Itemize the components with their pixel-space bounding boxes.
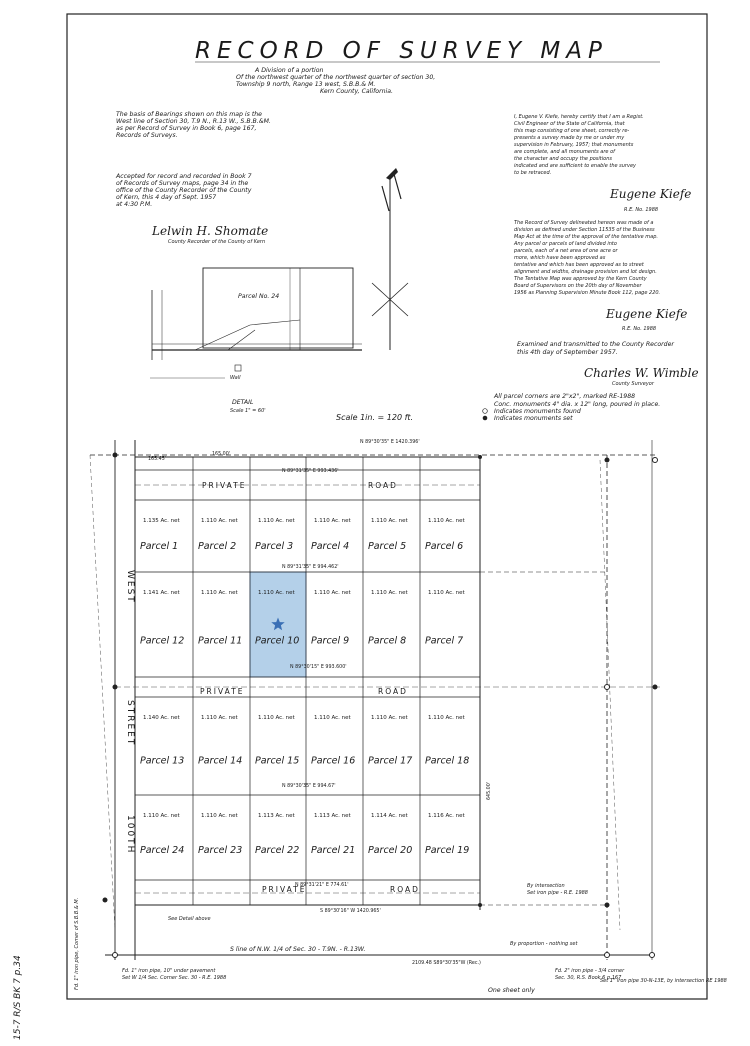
street-label: WEST [125,570,135,604]
parcel-label: Parcel 10 [255,635,300,647]
right-note: By proportion - nothing set [510,941,578,947]
parcel-acreage: 1.110 Ac. net [258,715,295,721]
note-line: this 4th day of September 1957. [517,349,618,356]
monument-set [478,455,482,459]
parcel-label: Parcel 19 [425,844,470,856]
road-label: ROAD [378,687,408,696]
approval-note [513,220,687,332]
parcel-label: Parcel 22 [255,844,300,856]
note-line: indicated and are sufficient to enable the survey [514,163,636,169]
note-line: Map Act at the time of the approval of the tentative map. [514,234,658,240]
monument-set [605,903,610,908]
engineer-certificate [513,114,691,213]
north-arrow-head [386,168,398,180]
parcel-acreage: 1.110 Ac. net [314,715,351,721]
bearing-label: N 89°31'35" E 994.462' [282,565,339,570]
parcel-acreage: 1.110 Ac. net [428,590,465,596]
bearing-label: 645.00' [487,781,492,800]
parcel-acreage: 1.110 Ac. net [428,518,465,524]
detail-wall-box [235,365,241,371]
parcel-acreage: 1.110 Ac. net [201,590,238,596]
detail-label: DETAIL [232,399,254,406]
monument-found-symbol [483,409,488,414]
subtitle-line: A Division of a portion [255,67,324,74]
parcel-label: Parcel 23 [198,844,243,856]
parcel-acreage: 1.110 Ac. net [428,715,465,721]
detail-wall-label: Wall [230,375,241,381]
left-note: Fd. 1" iron pipe, 10" under pavement [122,968,216,974]
note-line: The basis of Bearings shown on this map is the [116,111,262,118]
parcel-label: Parcel 5 [368,540,407,552]
parcel-label: Parcel 14 [198,755,243,767]
dash-connector [600,460,620,930]
note-line: as per Record of Survey in Book 6, page 167, [116,125,257,132]
note-line: I, Eugene V. Kiefe, hereby certify that I am a Regist. [514,114,644,120]
section-dim-label: 2109.48 S89°30'35"W (Rec.) [412,961,481,966]
note-line: Accepted for record and recorded in Book 7 [116,173,252,180]
parcel-acreage: 1.140 Ac. net [143,715,180,721]
bearing-label: N 89°31'35" E 993.436' [282,469,339,474]
detail-scale: Scale 1" = 60' [230,408,266,414]
parcel-acreage: 1.110 Ac. net [258,590,295,596]
approval-signature: Eugene Kiefe [606,307,688,321]
monument-found [650,953,655,958]
recorder-signature: Lelwin H. Shomate [152,224,269,238]
road-label: PRIVATE [262,885,307,894]
parcel-label: Parcel 12 [140,635,185,647]
note-line: parcels, each of a net area of one acre or [514,248,618,254]
monument-set [478,903,482,907]
parcel-acreage: 1.113 Ac. net [314,813,351,819]
note-line: 1956 as Planning Supervision Minute Book 112, page 220. [514,290,661,296]
subtitle-line: Kern County, California. [320,88,394,95]
surveyor-signature: Charles W. Wimble [584,366,699,380]
right-note: Fd. 2" iron pipe - 3/4 corner [555,968,625,974]
bearing-label: N 89°30'15" E 993.600' [290,665,347,670]
note-line: division as defined under Section 11535 of the Business [514,227,655,233]
monument-found [113,953,118,958]
monument-set-symbol [483,416,488,421]
parcel-acreage: 1.110 Ac. net [143,813,180,819]
engineer-signature: Eugene Kiefe [610,187,692,201]
road-label: PRIVATE [202,481,247,490]
right-note: Set iron pipe - R.E. 1988 [527,890,588,896]
left-note: Fd. 1" iron pipe, Comer of S.B.B.& M. [74,897,80,990]
basis-of-bearings-note [116,110,271,139]
bearing-label: N 89°30'35" E 1420.396' [360,440,420,445]
right-note: Sec. 30, R.S. Book 6 p.167 [555,975,622,981]
parcel-label: Parcel 11 [198,635,243,647]
note-line: The Tentative Map was approved by the Kern County [514,276,647,282]
road-label: PRIVATE [200,687,245,696]
left-note: Set W 1/4 Sec. Corner Sec. 30 - R.E. 1988 [122,975,227,981]
map-scale: Scale 1in. = 120 ft. [336,413,414,422]
parcel-acreage: 1.110 Ac. net [201,715,238,721]
parcel-label: Parcel 24 [140,844,185,856]
parcel-label: Parcel 2 [198,540,237,552]
monument-found [605,685,610,690]
parcel-label: Parcel 17 [368,755,413,767]
parcel-acreage: 1.114 Ac. net [371,813,408,819]
parcel-label: Parcel 18 [425,755,470,767]
note-line: the character and occupy the positions [514,156,612,162]
footer-note: One sheet only [488,987,535,994]
see-detail-label: See Detail above [168,916,211,922]
note-line: Examined and transmitted to the County Recorder [517,341,674,348]
bearing-label: N 89°31'21" E 774.61' [295,883,349,888]
note-line: more, which have been approved as [514,255,606,261]
note-line: of Kern, this 4 day of Sept. 1957 [116,194,217,201]
parcel-label: Parcel 7 [425,635,464,647]
subtitle-line: Of the northwest quarter of the northwest quarter of section 30, [236,74,436,81]
parcel-label: Parcel 13 [140,755,185,767]
parcel-label: Parcel 8 [368,635,407,647]
parcel-acreage: 1.110 Ac. net [371,518,408,524]
parcel-label: Parcel 15 [255,755,300,767]
legend-line: All parcel corners are 2"x2", marked RE-1988 [494,393,636,400]
parcel-acreage: 1.110 Ac. net [371,715,408,721]
note-line: The Record of Survey delineated hereon was made of a [514,220,654,226]
note-line: Any parcel or parcels of land divided into [514,241,617,247]
subtitle-line: Township 9 north, Range 13 west, S.B.B.& M. [236,81,376,88]
monument-found [653,458,658,463]
parcel-acreage: 1.110 Ac. net [371,590,408,596]
subtitle-block [236,66,435,95]
note-line: this map consisting of one sheet, correctly re- [514,128,630,134]
section-line-label: S line of N.W. 1/4 of Sec. 30 - T.9N. - R.13W. [230,946,366,953]
dash-connector [90,455,115,930]
legend-set: Indicates monuments set [494,415,573,422]
bearing-label: 165.00' [212,452,231,457]
note-line: office of the County Recorder of the County [116,187,252,194]
approval-re: R.E. No. 1988 [622,326,657,332]
legend-found: Indicates monuments found [494,408,581,415]
parcel-acreage: 1.110 Ac. net [201,518,238,524]
parcel-label: Parcel 9 [311,635,350,647]
monument-set [113,685,118,690]
note-line: West line of Section 30, T.9 N., R.13 W., S.B.B.&M. [116,118,271,125]
parcel-label: Parcel 3 [255,540,294,552]
parcel-label: Parcel 1 [140,540,179,552]
detail-inset [150,268,362,414]
north-arrow-n-mark [382,186,389,211]
note-line: tentative and which has been approved as to street [514,262,644,268]
monument-set [103,898,108,903]
parcel-acreage: 1.110 Ac. net [314,590,351,596]
north-arrow-n-mark [394,174,401,199]
street-label: 100TH [125,815,135,855]
parcel-label: Parcel 21 [311,844,356,856]
detail-line [250,320,300,325]
right-note: Set 1" iron pipe 30-N-13E, by intersection RE 1988 [600,978,727,984]
street-label: STREET [125,700,135,747]
surveyor-title: County Surveyor [612,381,654,387]
margin-note: 15-7 R/S BK 7 p.34 [13,955,23,1040]
note-line: at 4:30 P.M. [116,201,153,208]
recorder-note [115,172,268,245]
parcel-label: Parcel 4 [311,540,350,552]
parcel-acreage: 1.141 Ac. net [143,590,180,596]
note-line: supervision in February, 1957; that monuments [514,142,634,148]
monument-set [605,458,610,463]
parcel-label: Parcel 20 [368,844,413,856]
examined-note [517,340,699,387]
road-label: ROAD [390,885,420,894]
detail-parcel-label: Parcel No. 24 [238,293,280,300]
note-line: are complete, and all monuments are of [514,149,615,155]
parcel-acreage: 1.110 Ac. net [201,813,238,819]
bearing-label: S 89°30'16" W 1420.965' [320,909,381,914]
parcel-acreage: 1.135 Ac. net [143,518,180,524]
note-line: of Records of Survey maps, page 34 in the [116,180,249,187]
monument-set [653,685,658,690]
note-line: alignment and widths, drainage provision and lot design. [514,269,657,275]
bearing-label: N 89°30'35" E 994.67' [282,784,336,789]
road-label: ROAD [368,481,398,490]
recorder-title: County Recorder of the County of Kern [168,239,266,245]
note-line: Board of Supervisors on the 20th day of November [514,283,642,289]
parcel-acreage: 1.116 Ac. net [428,813,465,819]
note-line: presents a survey made by me or under my [514,135,625,141]
parcel-acreage: 1.110 Ac. net [258,518,295,524]
bearing-label: 165.45' [148,457,167,462]
note-line: Civil Engineer of the State of California, that [514,121,625,127]
parcel-label: Parcel 6 [425,540,464,552]
monument-found [605,953,610,958]
parcel-acreage: 1.110 Ac. net [314,518,351,524]
monument-legend [483,393,661,422]
map-title: RECORD OF SURVEY MAP [195,38,608,64]
north-arrow [372,168,408,350]
right-note: By intersection [527,883,565,889]
note-line: Records of Surveys. [116,132,178,139]
parcel-acreage: 1.113 Ac. net [258,813,295,819]
legend-line: Conc. monuments 4" dia. x 12" long, poured in place. [494,401,661,408]
engineer-re: R.E. No. 1988 [624,207,659,213]
parcel-label: Parcel 16 [311,755,356,767]
monument-set [113,453,118,458]
note-line: to be retraced. [514,170,552,176]
